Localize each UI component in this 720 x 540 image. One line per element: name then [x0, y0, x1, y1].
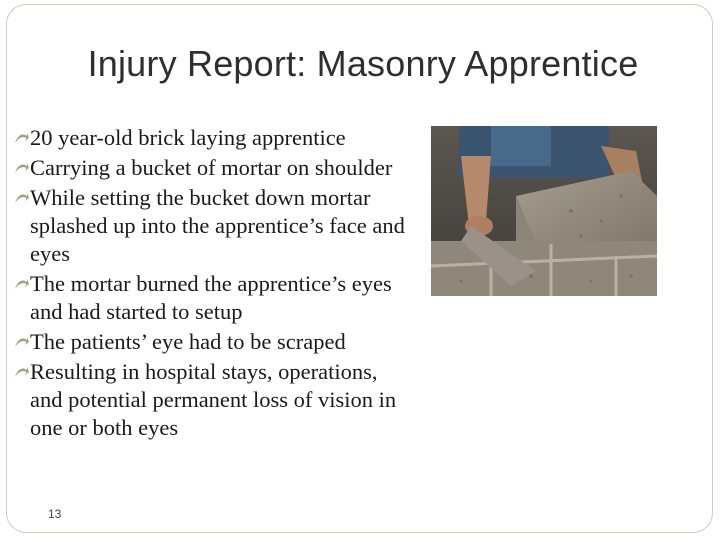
bullet-item [14, 184, 414, 268]
bullet-text: 20 year-old brick laying apprentice [30, 125, 346, 150]
arrow-bullet-icon [14, 334, 30, 350]
arrow-bullet-icon [14, 160, 30, 176]
arrow-bullet-icon [14, 364, 30, 380]
bullet-list [14, 124, 414, 444]
slide-title: Injury Report: Masonry Apprentice [87, 43, 639, 84]
bullet-text: While setting the bucket down mortar splashed up into the apprentice’s face and eyes [30, 185, 405, 266]
bullet-text: Resulting in hospital stays, operations, and potential permanent loss of vision in one or both eyes [30, 359, 397, 440]
bullet-text: Carrying a bucket of mortar on shoulder [30, 155, 393, 180]
arrow-bullet-icon [14, 130, 30, 146]
bricklaying-photo [431, 126, 657, 296]
page-number: 13 [48, 507, 62, 521]
bullet-item [14, 358, 414, 442]
bullet-text: The patients’ eye had to be scraped [30, 329, 346, 354]
bullet-item [14, 154, 414, 182]
arrow-bullet-icon [14, 276, 30, 292]
arrow-bullet-icon [14, 190, 30, 206]
bullet-item [14, 124, 414, 152]
bullet-item [14, 328, 414, 356]
bullet-text: The mortar burned the apprentice’s eyes and had started to setup [30, 271, 392, 324]
bullet-item [14, 270, 414, 326]
